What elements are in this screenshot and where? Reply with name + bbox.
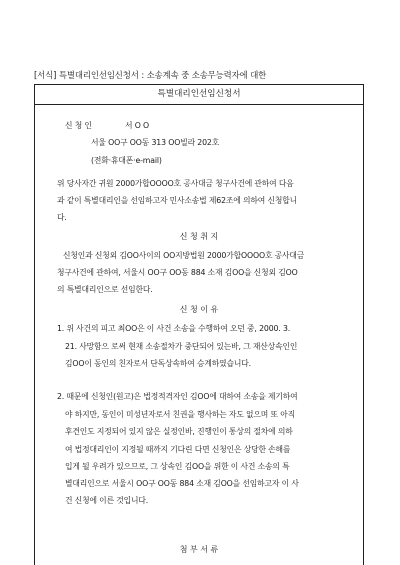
reason-line: 김OO이 동인의 친자로서 단독상속하여 승계하였습니다. [65, 359, 252, 368]
form-caption: [서식] 특별대리인선임신청서 : 소송계속 중 소송무능력자에 대한 [34, 70, 267, 80]
reason-line: 여 법정대리인이 지정될 때까지 기다린 다면 신청인은 상당한 손해를 [65, 445, 291, 454]
purpose-line: 청구사건에 관하여, 서울시 OO구 OO동 884 소재 김OO을 신청외 김OO [57, 268, 298, 277]
intro-line: 과 같이 특별대리인을 선임하고자 민사소송법 제62조에 의하여 신청합니 [57, 196, 297, 205]
application-form [34, 84, 364, 565]
intro-line: 다. [57, 213, 67, 222]
purpose-line: 신청인과 신청외 김OO사이의 OO지방법원 2000가합OOOO호 공사대금 [63, 251, 305, 260]
reason-line: 입게 될 우려가 있으므로, 그 상속인 김OO을 위한 이 사건 소송의 특 [65, 462, 290, 471]
applicant-contact: (전화·휴대폰·e-mail) [91, 156, 162, 165]
applicant-label: 신 청 인 [65, 121, 92, 130]
intro-line: 위 당사자간 귀원 2000가합OOOO호 공사대금 청구사건에 관하여 다음 [57, 179, 294, 188]
reason-line: 1. 위 사건의 피고 최OO은 이 사건 소송을 수행하여 오던 중, 2000. 3. [57, 324, 291, 333]
attachments-heading: 첨 부 서 류 [179, 545, 219, 554]
reason-line: 야 하지만, 동인이 미성년자로서 친권을 행사하는 자도 없으며 또 아직 [65, 410, 295, 419]
reason-line: 건 신청에 이른 것입니다. [65, 496, 149, 505]
purpose-heading: 신 청 취 지 [179, 232, 219, 241]
reason-line: 2. 때문에 신청인(원고)은 법정적격자인 김OO에 대하여 소송을 제기하여 [57, 392, 298, 401]
reason-line: 후견인도 지정되어 있지 않은 실정인바, 진행인이 통상의 절차에 의하 [65, 427, 293, 436]
form-title: 특별대리인선임신청서 [35, 85, 363, 105]
applicant-name: 서 O O [125, 121, 150, 130]
reason-line: 21. 사망함으 로써 현재 소송절차가 중단되어 있는바, 그 재산상속인인 [65, 342, 298, 351]
purpose-line: 의 특별대리인으로 선임한다. [57, 285, 153, 294]
reasons-heading: 신 청 이 유 [179, 305, 219, 314]
reason-line: 별대리인으로 서울시 OO구 OO동 884 소재 김OO을 선임하고자 이 사 [65, 479, 299, 488]
applicant-address: 서울 OO구 OO동 313 OO빌라 202호 [91, 138, 220, 147]
